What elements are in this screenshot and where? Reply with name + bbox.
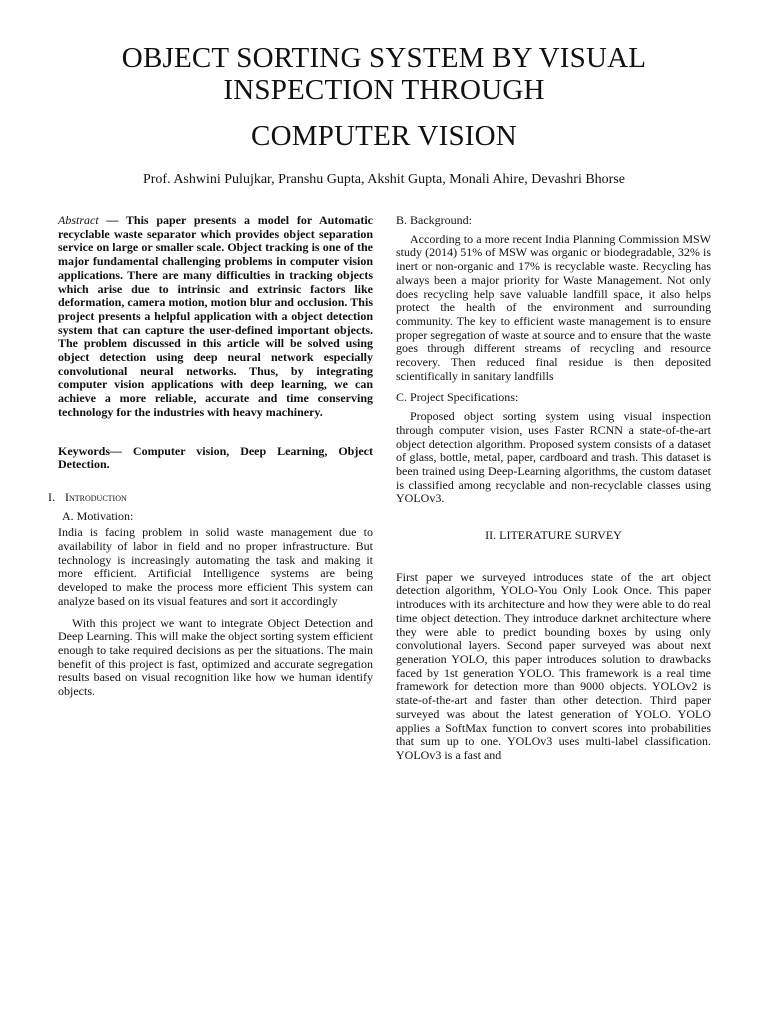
paper-title-line-3: COMPUTER VISION [251,120,517,152]
keywords [58,445,373,472]
abstract-label: Abstract [58,213,99,227]
keywords-label: Keywords— [58,443,122,458]
keywords-text: Computer vision, Deep Learning, Object Detection. [58,443,373,472]
motivation-paragraph-2: With this project we want to integrate Object Detection and Deep Learning. This will make the object sorting system efficient enough to take required decisions as per the situations. The main benefit of this project is fast, optimized and accurate segregation results based on visual recognition like how we human identify objects. [58,615,373,699]
motivation-paragraph-1: India is facing problem in solid waste management due to availability of labor in field and no proper infrastructure. But technology is increasingly automating the task and making it more efficient. Artificial Intelligence systems are being developed to make the process more efficient This system can analyze based on its visual features and sort it accordingly [58,525,373,608]
section-heading-literature-survey: II. LITERATURE SURVEY [485,528,622,543]
title-line-1: OBJECT SORTING SYSTEM BY VISUAL [121,42,647,74]
subsection-heading-motivation: A. Motivation: [62,508,134,523]
section-heading-introduction [48,491,373,505]
specifications-paragraph: Proposed object sorting system using visual inspection through computer vision, uses Faster RCNN a state-of-the-art object detection algorithm. Proposed system consists of a dataset of glass, bottle, metal, paper, cardboard and trash. This dataset is been trained using Deep-Learning algorithms, the custom dataset is classified among recyclable and non-recyclable classes using YOLOv3. [396,409,711,506]
background-paragraph: According to a more recent India Planning Commission MSW study (2014) 51% of MSW was organic or biodegradable, 32% is inert or non-organic and 17% is recyclable waste. Recycling has always been a major priority for Waste Management. Not only does recycling help save valuable landfill space, it also helps protect the health of the environment and surrounding community. The key to efficient waste management is to ensure proper segregation of waste at source and to ensure that the waste goes through different streams of recycling and resource recovery. Then reduced final residue is then deposited scientifically in sanitary landfills [396,231,711,383]
author-list: Prof. Ashwini Pulujkar, Pranshu Gupta, Akshit Gupta, Monali Ahire, Devashri Bhorse [142,172,625,187]
right-column [396,214,711,763]
title-line-2: INSPECTION THROUGH [223,74,545,106]
abstract [58,214,373,420]
subsection-heading-specifications: C. Project Specifications: [396,390,519,405]
left-column [48,213,373,699]
section-title: Introduction [65,489,127,504]
section-number: I. [48,489,55,504]
literature-survey-paragraph: First paper we surveyed introduces state of the art object detection algorithm, YOLO-You Only Look Once. This paper introduces with its architecture and how they were able to do real time object detection. They introduce darknet architecture where they were able to predict bounding boxes by using only convolutional layers. Second paper surveyed was about next generation YOLO, this paper introduces solution to drawbacks faced by 1st generation YOLO. This framework is a real time framework for detection more than 9000 objects. YOLOv2 is state-of-the-art and faster than other detection. Third paper surveyed was about the latest generation of YOLO. YOLO applies a SoftMax function to convert scores into probabilities that sum up to one. YOLOv3 uses multi-label classification. YOLOv3 is a fast and [396,569,711,762]
abstract-text: — This paper presents a model for Automatic recyclable waste separator which provides object separation service on large or smaller scale. Object tracking is one of the major fundamental challenging problems in computer vision applications. There are many difficulties in tracking objects which arise due to intrinsic and extrinsic factors like deformation, camera motion, motion blur and occlusion. This project presents a helpful application with a object detection system that can capture the user-defined important objects. The problem discussed in this article will be solved using object detection using deep neural network especially convolutional neural networks. Thus, by integrating computer vision applications with deep learning, we can achieve a more reliable, accurate and time conserving technology for the industries with heavy machinery. [58,213,373,419]
paper-title [60,42,708,106]
subsection-heading-background: B. Background: [396,213,472,227]
